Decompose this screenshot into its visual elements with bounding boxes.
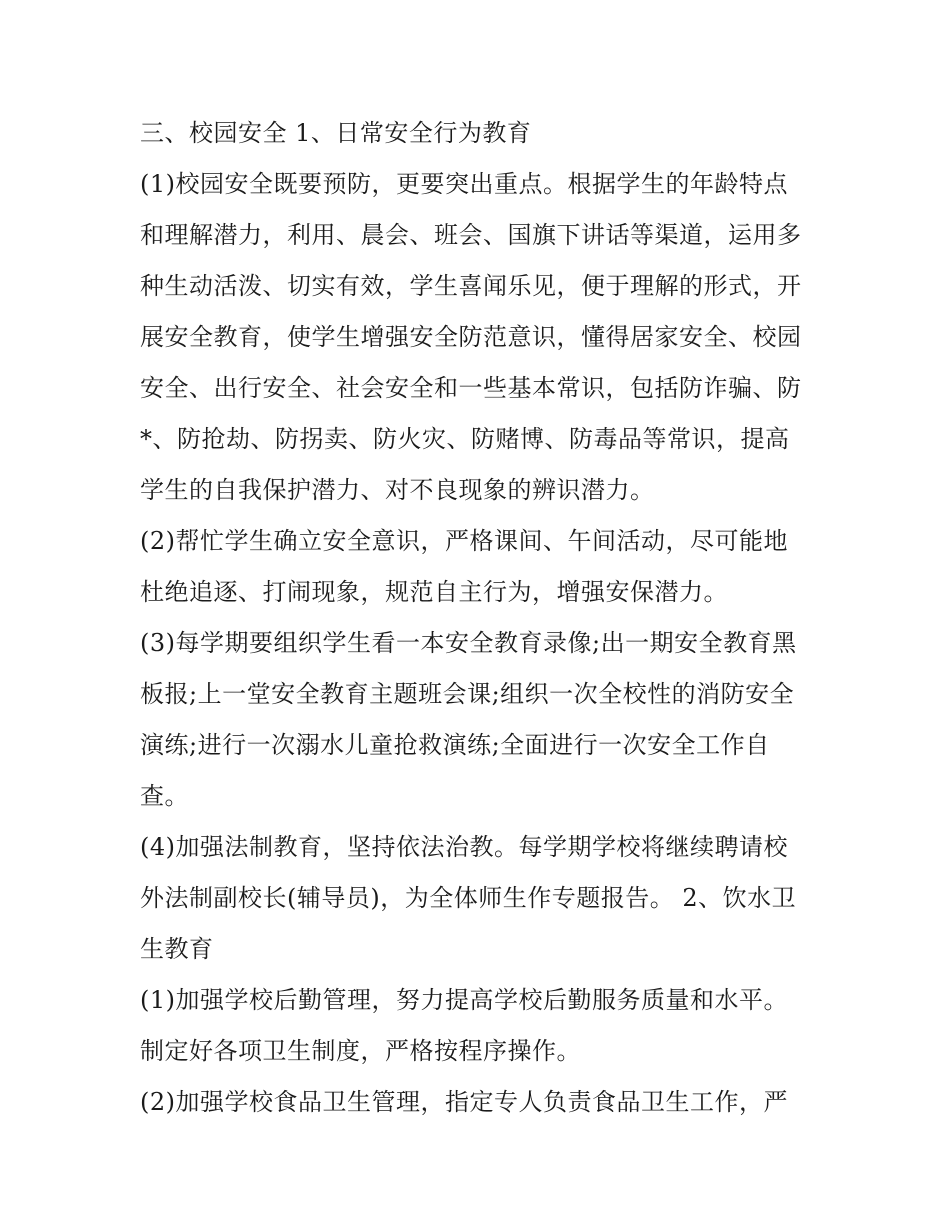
paragraph-line: (3)每学期要组织学生看一本安全教育录像;出一期安全教育黑 xyxy=(140,629,797,657)
paragraph-line: *、防抢劫、防拐卖、防火灾、防赌博、防毒品等常识，提高 xyxy=(140,425,790,453)
document-body xyxy=(140,108,820,1128)
paragraph-line: 和理解潜力，利用、晨会、班会、国旗下讲话等渠道，运用多 xyxy=(140,221,802,249)
paragraph-line: 制定好各项卫生制度，严格按程序操作。 xyxy=(140,1037,581,1065)
paragraph-line: 展安全教育，使学生增强安全防范意识，懂得居家安全、校园 xyxy=(140,323,802,351)
paragraph-line: 演练;进行一次溺水儿童抢救演练;全面进行一次安全工作自 xyxy=(140,731,770,759)
paragraph-line: 杜绝追逐、打闹现象，规范自主行为，增强安保潜力。 xyxy=(140,578,728,606)
section-heading-drinking-hygiene: 生教育 xyxy=(140,935,214,963)
paragraph-line: 学生的自我保护潜力、对不良现象的辨识潜力。 xyxy=(140,476,655,504)
paragraph-line: 板报;上一堂安全教育主题班会课;组织一次全校性的消防安全 xyxy=(140,680,795,708)
paragraph-line: 安全、出行安全、社会安全和一些基本常识，包括防诈骗、防 xyxy=(140,374,802,402)
paragraph-line: (1)加强学校后勤管理，努力提高学校后勤服务质量和水平。 xyxy=(140,986,788,1014)
paragraph-line: 外法制副校长(辅导员)，为全体师生作专题报告。 2、饮水卫 xyxy=(140,884,797,912)
section-heading-campus-safety: 三、校园安全 1、日常安全行为教育 xyxy=(140,119,532,147)
paragraph-line: 种生动活泼、切实有效，学生喜闻乐见，便于理解的形式，开 xyxy=(140,272,802,300)
paragraph-line: (2)加强学校食品卫生管理，指定专人负责食品卫生工作，严 xyxy=(140,1088,788,1116)
paragraph-line: 查。 xyxy=(140,782,189,810)
paragraph-line: (2)帮忙学生确立安全意识，严格课间、午间活动，尽可能地 xyxy=(140,527,788,555)
paragraph-line: (4)加强法制教育，坚持依法治教。每学期学校将继续聘请校 xyxy=(140,833,788,861)
paragraph-line: (1)校园安全既要预防，更要突出重点。根据学生的年龄特点 xyxy=(140,170,788,198)
